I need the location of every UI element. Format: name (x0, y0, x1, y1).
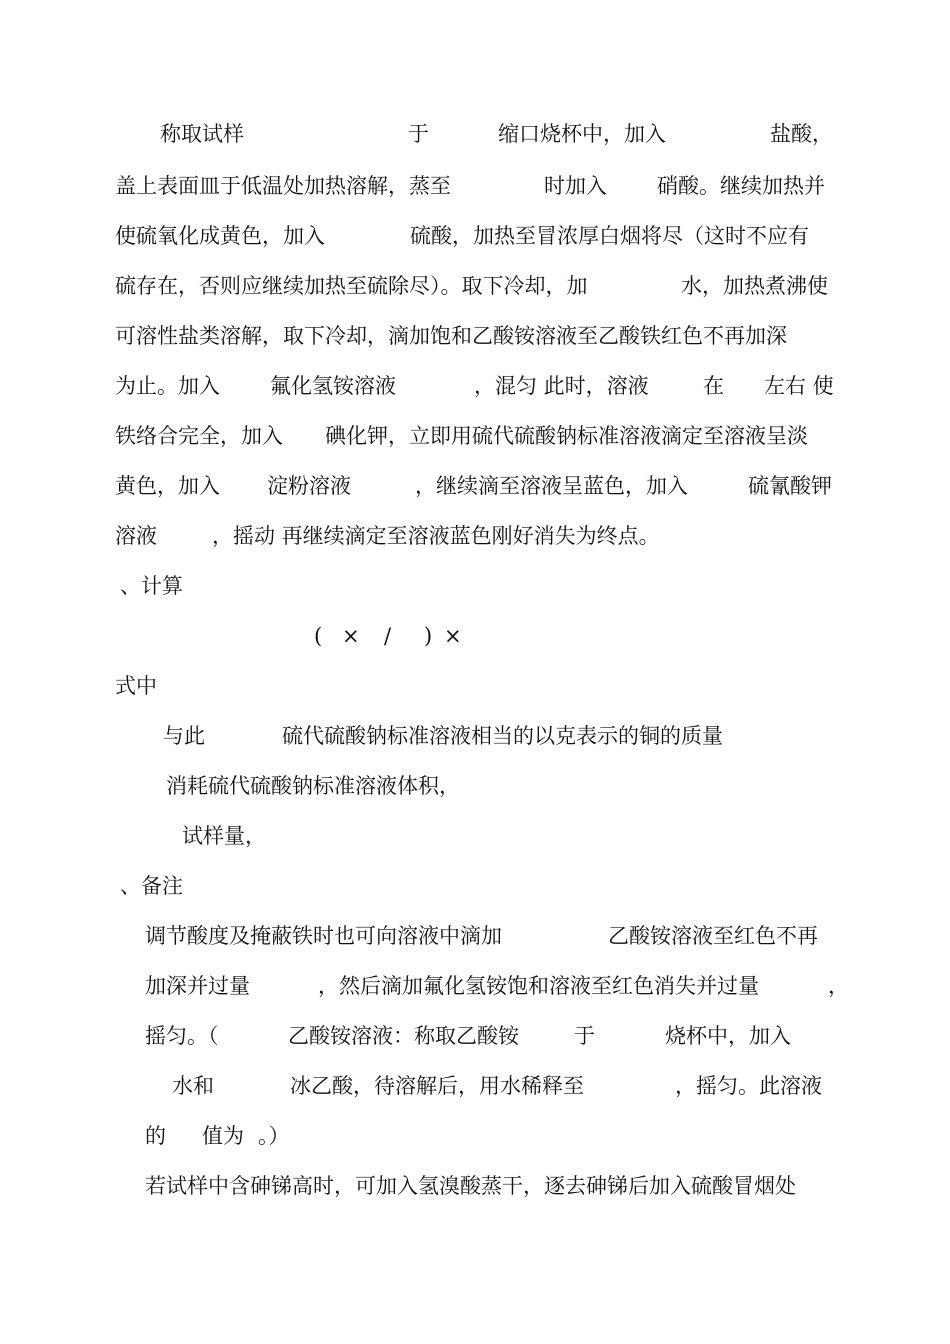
text-segment: 在 (703, 374, 724, 398)
text-segment: ，继续滴至溶液呈蓝色，加入 (415, 474, 688, 498)
text-segment: 淀粉溶液 (267, 474, 351, 498)
text-segment: 冰乙酸，待溶解后，用水稀释至 (290, 1074, 584, 1098)
text-segment: 称取试样 (160, 122, 244, 146)
text-segment: 值为 (202, 1124, 244, 1148)
text-segment: 缩口烧杯中，加入 (498, 122, 666, 146)
text-segment: ，摇匀。此溶液 (675, 1074, 822, 1098)
text-segment: 可溶性盐类溶解，取下冷却，滴加饱和乙酸铵溶液至乙酸铁红色不再加深 (115, 324, 787, 348)
text-segment: 盖上表面皿于低温处加热溶解，蒸至 (115, 174, 451, 198)
text-segment: 乙酸铵溶液至红色不再 (608, 924, 818, 948)
text-segment: 硫代硫酸钠标准溶液相当的以克表示的铜的质量 (282, 724, 723, 748)
formula-symbol: ( (314, 624, 323, 648)
text-segment: 硫存在，否则应继续加热至硫除尽）。取下冷却，加 (115, 274, 588, 298)
text-segment: 调节酸度及掩蔽铁时也可向溶液中滴加 (145, 924, 502, 948)
section-heading: 、计算 (120, 574, 183, 598)
text-segment: 乙酸铵溶液：称取乙酸铵 (288, 1024, 519, 1048)
text-segment: 烧杯中，加入 (665, 1024, 791, 1048)
text-segment: 。） (258, 1124, 290, 1148)
text-segment: 的 (145, 1124, 166, 1148)
text-segment: 左右 使 (764, 374, 834, 398)
text-segment: 使硫氧化成黄色，加入 (115, 224, 325, 248)
text-segment: 硫酸，加热至冒浓厚白烟将尽（这时不应有 (410, 224, 809, 248)
text-segment: 时加入 (544, 174, 607, 198)
text-segment: 于 (574, 1024, 595, 1048)
text-segment: 若试样中含砷锑高时，可加入氢溴酸蒸干，逐去砷锑后加入硫酸冒烟处 (145, 1174, 796, 1198)
text-segment: 式中 (115, 674, 157, 698)
text-segment: 氟化氢铵溶液 (270, 374, 396, 398)
section-heading: 、备注 (120, 874, 183, 898)
text-segment: 于 (408, 122, 429, 146)
text-segment: 碘化钾，立即用硫代硫酸钠标准溶液滴定至溶液呈淡 (325, 424, 808, 448)
text-segment: 盐酸， (770, 122, 833, 146)
text-segment: 水，加热煮沸使 (681, 274, 828, 298)
text-segment: ，然后滴加氟化氢铵饱和溶液至红色消失并过量 (318, 974, 759, 998)
text-segment: 与此 (163, 724, 205, 748)
formula-symbol: / (384, 624, 392, 648)
text-segment: ，摇动 再继续滴定至溶液蓝色刚好消失为终点。 (212, 524, 660, 548)
formula-symbol: × (444, 624, 462, 648)
formula-symbol: ) (424, 624, 433, 648)
text-segment: 黄色，加入 (115, 474, 220, 498)
formula-symbol: × (342, 624, 360, 648)
text-segment: 铁络合完全，加入 (115, 424, 283, 448)
text-segment: 加深并过量 (145, 974, 250, 998)
text-segment: 溶液 (115, 524, 157, 548)
text-segment: ，混匀 此时，溶液 (474, 374, 649, 398)
text-segment: 水和 (172, 1074, 214, 1098)
text-segment: 硝酸。继续加热并 (657, 174, 825, 198)
text-segment: ， (828, 974, 849, 998)
text-segment: 硫氰酸钾 (748, 474, 832, 498)
text-segment: 摇匀。（ (145, 1024, 219, 1048)
text-segment: 试样量， (182, 824, 266, 848)
text-segment: 消耗硫代硫酸钠标准溶液体积， (166, 774, 460, 798)
text-segment: 为止。加入 (115, 374, 220, 398)
